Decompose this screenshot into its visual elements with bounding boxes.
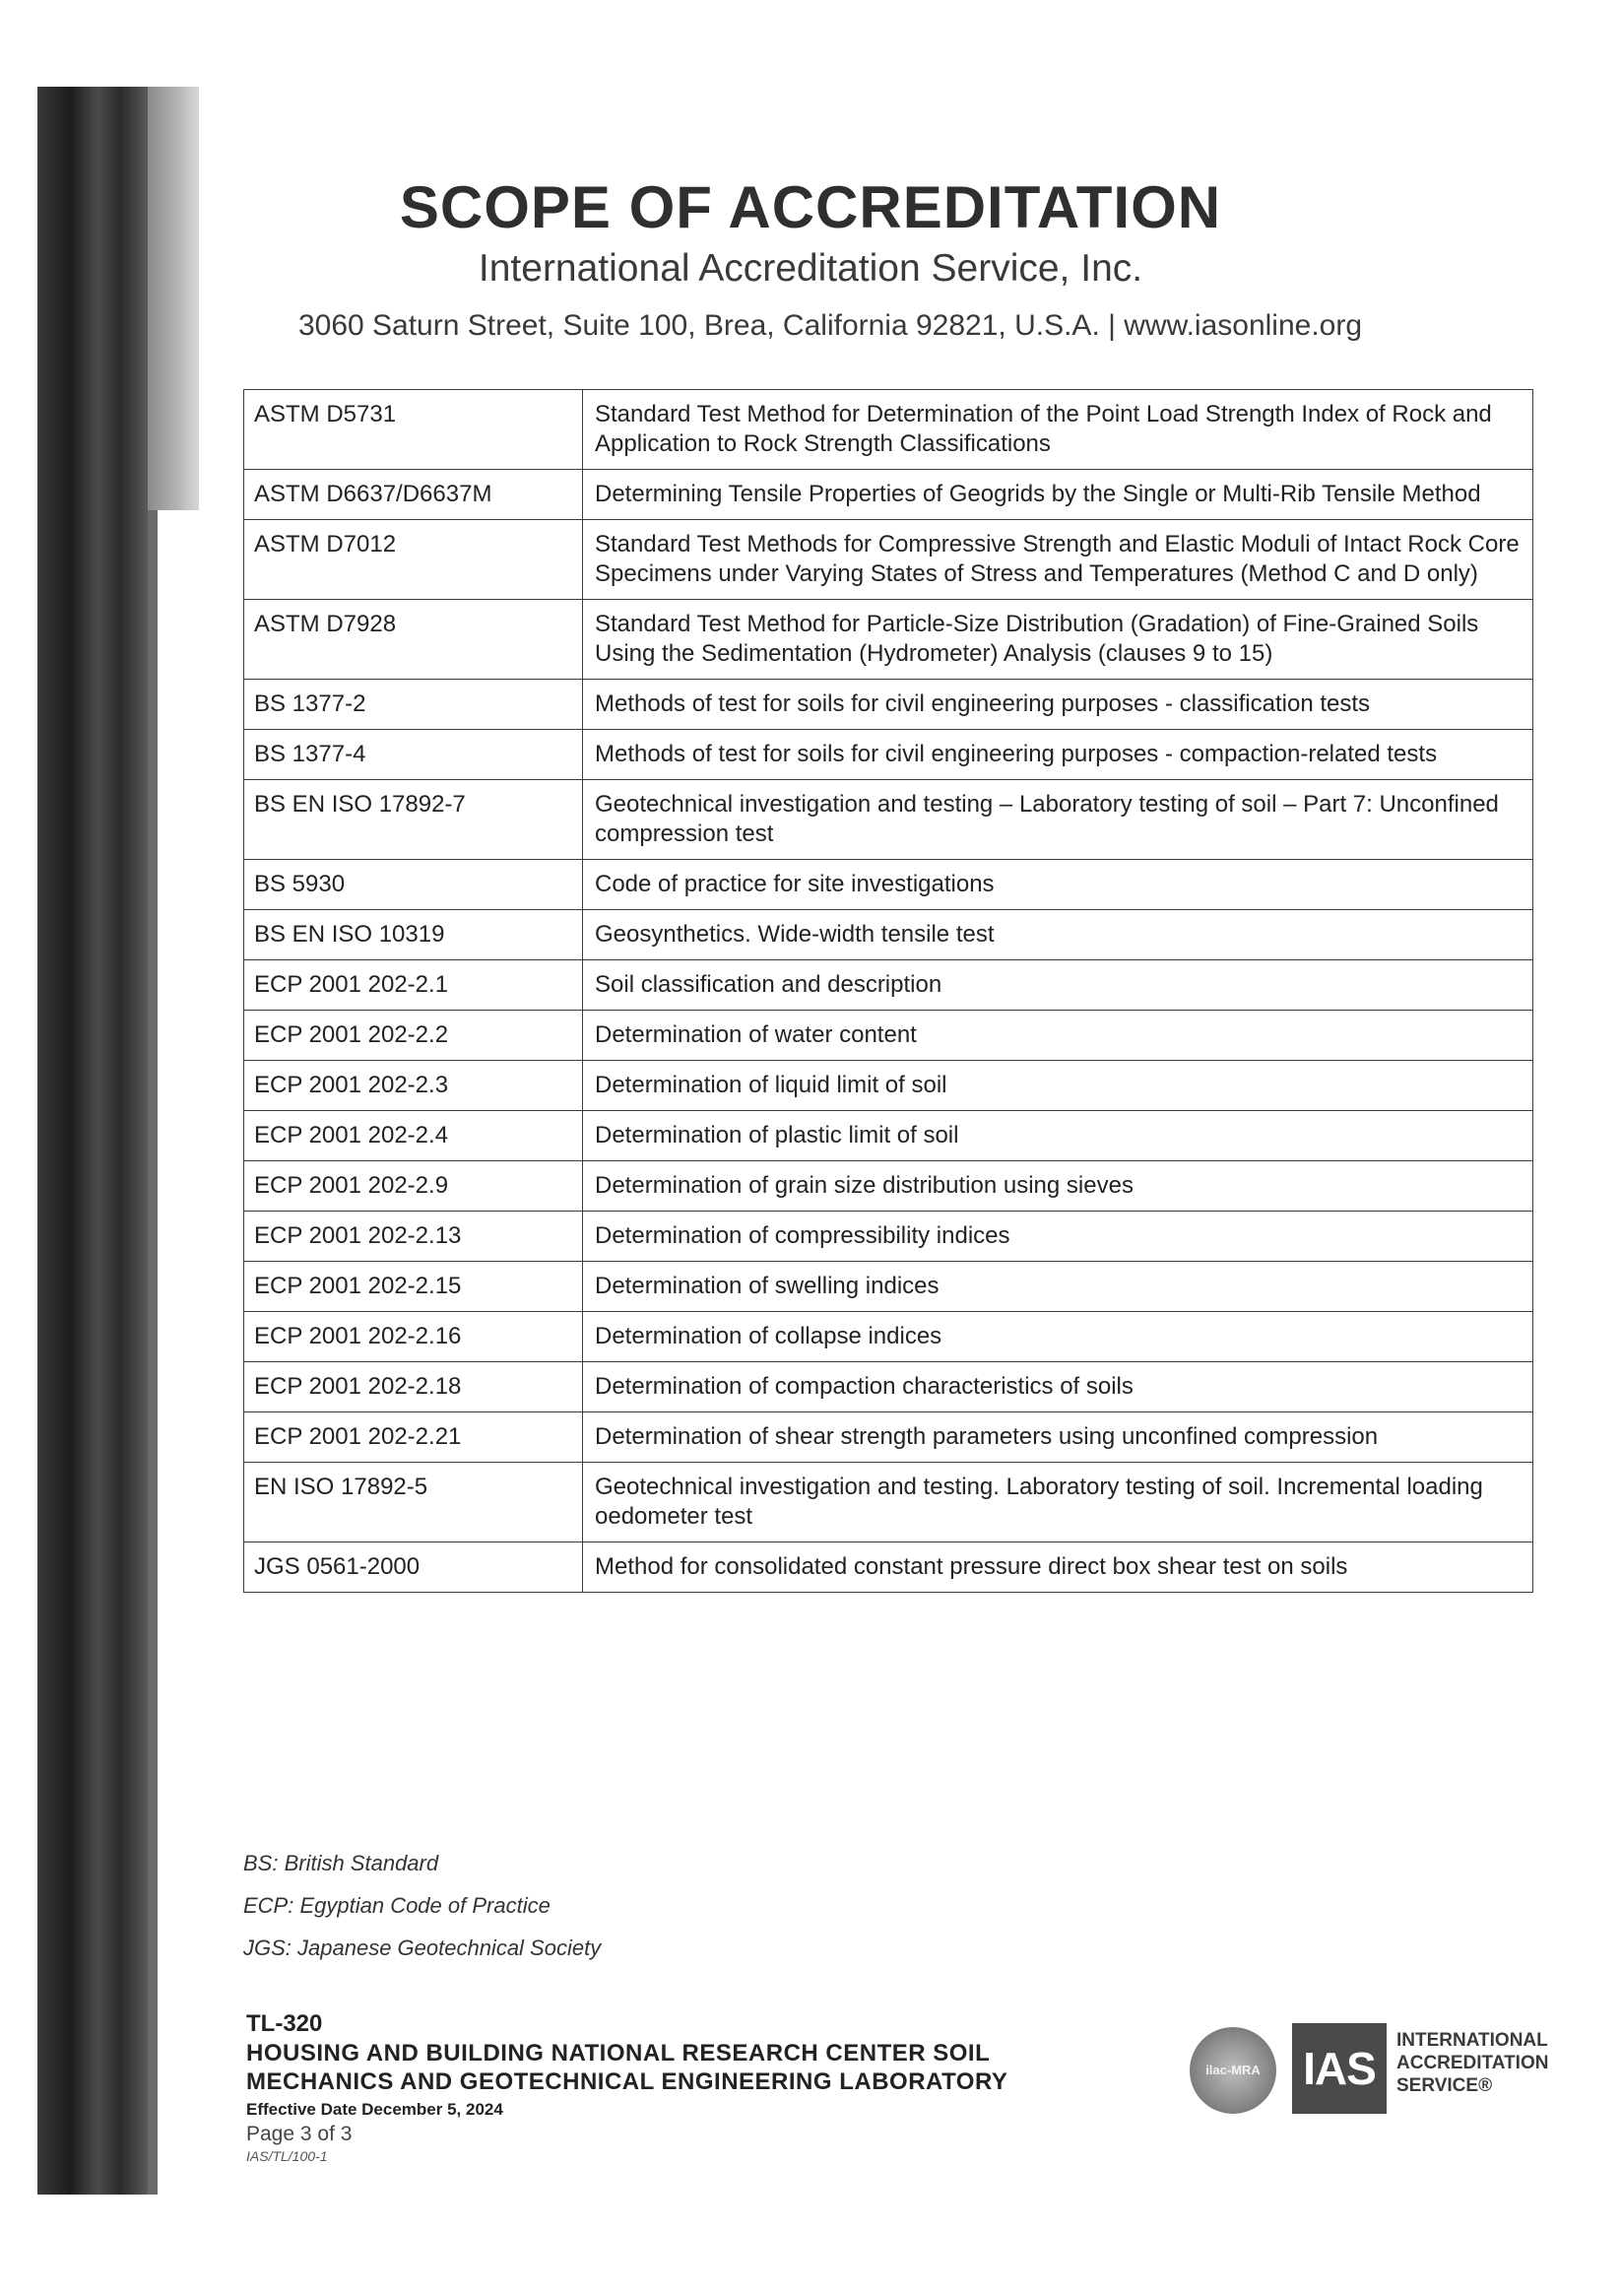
standard-code: ECP 2001 202-2.21	[244, 1412, 583, 1463]
standard-code: ECP 2001 202-2.2	[244, 1011, 583, 1061]
table-row	[244, 680, 1533, 730]
table-row	[244, 860, 1533, 910]
table-row	[244, 1011, 1533, 1061]
standard-code: EN ISO 17892-5	[244, 1463, 583, 1542]
standard-description: Geosynthetics. Wide-width tensile test	[583, 910, 1533, 960]
standard-description: Soil classification and description	[583, 960, 1533, 1011]
form-reference: IAS/TL/100-1	[246, 2148, 328, 2164]
standard-description: Standard Test Method for Determination of the Point Load Strength Index of Rock and Application to Rock Strength Classifications	[583, 390, 1533, 470]
table-row	[244, 1111, 1533, 1161]
table-row	[244, 390, 1533, 470]
standard-code: BS 5930	[244, 860, 583, 910]
standard-code: BS EN ISO 10319	[244, 910, 583, 960]
standard-description: Determination of compaction characteristics of soils	[583, 1362, 1533, 1412]
standard-description: Geotechnical investigation and testing. Laboratory testing of soil. Incremental loading oedometer test	[583, 1463, 1533, 1542]
ilac-mra-seal-icon	[1190, 2027, 1276, 2114]
laboratory-name-line1: HOUSING AND BUILDING NATIONAL RESEARCH CENTER SOIL	[246, 2040, 991, 2066]
standard-code: ASTM D5731	[244, 390, 583, 470]
standard-description: Determination of plastic limit of soil	[583, 1111, 1533, 1161]
standard-code: BS EN ISO 17892-7	[244, 780, 583, 860]
standard-description: Determination of collapse indices	[583, 1312, 1533, 1362]
table-row	[244, 600, 1533, 680]
table-row	[244, 960, 1533, 1011]
table-row	[244, 1161, 1533, 1212]
ias-wordmark-line: SERVICE®	[1396, 2075, 1493, 2096]
document-header	[0, 172, 1621, 346]
standard-code: ECP 2001 202-2.15	[244, 1262, 583, 1312]
standard-description: Determination of water content	[583, 1011, 1533, 1061]
scan-binding-shadow	[37, 87, 148, 2195]
scope-table	[243, 389, 1533, 1593]
table-row	[244, 1061, 1533, 1111]
laboratory-id: TL-320	[246, 2010, 323, 2037]
legend-item: ECP: Egyptian Code of Practice	[243, 1893, 551, 1918]
standard-code: ECP 2001 202-2.13	[244, 1212, 583, 1262]
effective-date: Effective Date December 5, 2024	[246, 2100, 503, 2119]
standard-description: Determination of shear strength parameters using unconfined compression	[583, 1412, 1533, 1463]
standard-description: Geotechnical investigation and testing – Laboratory testing of soil – Part 7: Unconfined compression test	[583, 780, 1533, 860]
abbreviation-legend	[243, 1842, 601, 1969]
standard-description: Standard Test Methods for Compressive Strength and Elastic Moduli of Intact Rock Core Specimens under Varying States of Stress and Temperatures (Method C and D only)	[583, 520, 1533, 600]
standard-code: ASTM D7928	[244, 600, 583, 680]
standard-description: Determination of liquid limit of soil	[583, 1061, 1533, 1111]
table-row	[244, 1542, 1533, 1593]
standard-code: ECP 2001 202-2.16	[244, 1312, 583, 1362]
document-title: SCOPE OF ACCREDITATION	[399, 174, 1222, 240]
ias-wordmark-line: INTERNATIONAL	[1396, 2030, 1548, 2051]
standard-description: Determination of compressibility indices	[583, 1212, 1533, 1262]
standard-description: Standard Test Method for Particle-Size Distribution (Gradation) of Fine-Grained Soils Using the Sedimentation (Hydrometer) Analysis (clauses 9 to 15)	[583, 600, 1533, 680]
table-row	[244, 1412, 1533, 1463]
issuer-address: 3060 Saturn Street, Suite 100, Brea, California 92821, U.S.A. | www.iasonline.org	[297, 309, 1363, 342]
page-number: Page 3 of 3	[246, 2123, 353, 2145]
standard-code: ECP 2001 202-2.18	[244, 1362, 583, 1412]
standard-description: Methods of test for soils for civil engineering purposes - compaction-related tests	[583, 730, 1533, 780]
standard-code: ASTM D6637/D6637M	[244, 470, 583, 520]
scan-binding-edge	[148, 510, 158, 2195]
standard-description: Code of practice for site investigations	[583, 860, 1533, 910]
standard-description: Method for consolidated constant pressure direct box shear test on soils	[583, 1542, 1533, 1593]
issuer-name: International Accreditation Service, Inc.	[478, 247, 1143, 290]
ias-wordmark	[1396, 2029, 1548, 2097]
table-row	[244, 1262, 1533, 1312]
ias-wordmark-line: ACCREDITATION	[1396, 2053, 1549, 2073]
table-row	[244, 470, 1533, 520]
document-footer	[246, 2009, 1007, 2165]
table-row	[244, 1463, 1533, 1542]
standard-description: Determination of swelling indices	[583, 1262, 1533, 1312]
ias-mark: IAS	[1292, 2023, 1387, 2114]
standard-code: ECP 2001 202-2.4	[244, 1111, 583, 1161]
standard-code: ECP 2001 202-2.3	[244, 1061, 583, 1111]
table-row	[244, 780, 1533, 860]
laboratory-name-line2: MECHANICS AND GEOTECHNICAL ENGINEERING LABORATORY	[246, 2068, 1008, 2095]
table-row	[244, 520, 1533, 600]
standard-description: Methods of test for soils for civil engineering purposes - classification tests	[583, 680, 1533, 730]
table-row	[244, 1362, 1533, 1412]
legend-item: BS: British Standard	[243, 1851, 439, 1875]
table-row	[244, 730, 1533, 780]
standard-code: ASTM D7012	[244, 520, 583, 600]
ias-logo	[1190, 2019, 1549, 2118]
table-row	[244, 1212, 1533, 1262]
standard-description: Determining Tensile Properties of Geogrids by the Single or Multi-Rib Tensile Method	[583, 470, 1533, 520]
standard-code: BS 1377-4	[244, 730, 583, 780]
standard-code: JGS 0561-2000	[244, 1542, 583, 1593]
standard-code: BS 1377-2	[244, 680, 583, 730]
standard-description: Determination of grain size distribution using sieves	[583, 1161, 1533, 1212]
standard-code: ECP 2001 202-2.9	[244, 1161, 583, 1212]
ilac-mra-label: ilac-MRA	[1205, 2063, 1261, 2077]
table-row	[244, 910, 1533, 960]
standard-code: ECP 2001 202-2.1	[244, 960, 583, 1011]
legend-item: JGS: Japanese Geotechnical Society	[243, 1935, 602, 1960]
table-row	[244, 1312, 1533, 1362]
